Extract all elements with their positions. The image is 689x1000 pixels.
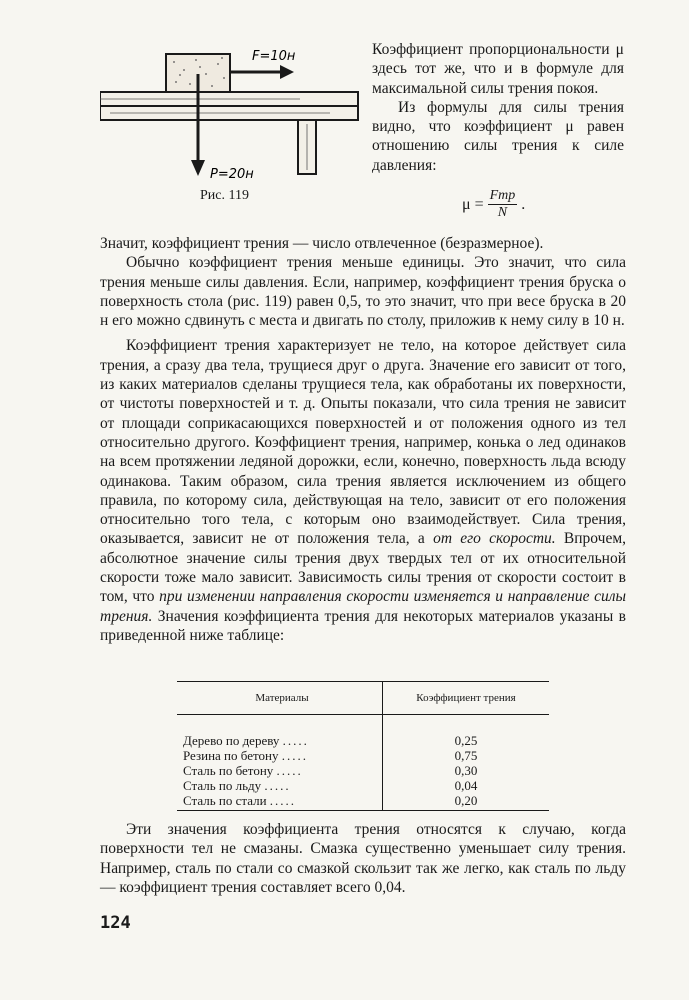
force-p-label: P=20н [210,167,254,182]
friction-formula [462,188,525,221]
body-text-lower [100,820,626,897]
table-header-row [177,682,549,715]
leader-dots: ..... [276,763,303,778]
figure-caption: Рис. 119 [200,188,249,203]
table-cell-material [177,748,383,763]
leader-dots: ..... [282,733,309,748]
side-text [372,40,624,175]
paragraph-characterizes-part-a: Коэффициент трения характеризует не тело, на которое действует сила трения, а сразу два тела, трущиеся друг о друга. Значение его зависит от того, из каких материалов сделаны трущиеся тела, как обработаны их поверхности, от чистоты поверхностей и т. д. Опыты показали, что сила трения не зависит от площади соприкасающихся поверхностей и от положения одного из тел относительно другого. Коэффициент трения, например, конька о лед одинаков на всем протяжении ледяной дорожки, если, конечно, поверхность льда всюду одинакова. Таким образом, сила трения является исключением из общего правила, по которому сила, действующая на тело, зависит от его положения относительно того тела, с которым оно взаимодействует. Сила трения, оказывается, зависит не от положения тела, а [100,337,626,548]
table-cell-material [177,763,383,778]
emphasis-direction: при изменении направления скорости изменяется и направление силы трения. [100,588,627,625]
paragraph-dimensionless: Значит, коэффициент трения — число отвлеченное (безразмерное). [100,235,544,252]
table-row [177,778,549,793]
paragraph-characterizes [100,336,626,645]
table-cell-coefficient: 0,20 [383,793,550,811]
leader-dots: ..... [269,793,297,808]
leader-dots: ..... [264,778,291,793]
formula-numerator: Fтр [489,188,516,203]
page-number: 124 [100,913,131,933]
table-cell-material [177,793,383,811]
material-name: Дерево по дереву [183,733,280,748]
material-name: Сталь по стали [183,793,267,808]
table-row [177,748,549,763]
emphasis-velocity: от его скорости. [433,530,556,548]
table-cell-coefficient: 0,04 [454,778,478,793]
paragraph-less-than-one: Обычно коэффициент трения меньше единицы. Это значит, что сила трения меньше силы давления. Если, например, коэффициент трения бруска о поверхность стола (рис. 119) равен 0,5, то это значит, что при весе бруска в 20 н его можно сдвинуть с места и двигать по столу, приложив к нему силу в 10 н. [100,254,626,330]
paragraph-characterizes-part-b: Впрочем, абсолютное значение силы трения двух твердых тел от их относительной скорости тоже мало зависит. Зависимость силы трения от скорости состоит в том, что [100,530,627,606]
table-cell-coefficient: 0,25 [454,733,478,748]
table-cell-coefficient: 0,30 [454,763,478,778]
material-name: Сталь по льду [183,778,262,793]
table-row [177,763,549,778]
formula-denominator: N [497,205,508,220]
body-text-upper [100,234,626,645]
paragraph-characterizes-part-c: Значения коэффициента трения для некоторых материалов указаны в приведенной ниже таблице: [100,607,626,644]
formula-fraction [488,188,518,221]
formula-lhs: μ = [462,195,484,213]
side-paragraph-1: Коэффициент пропорциональности μ здесь тот же, что и в формуле для максимальной силы трения покоя. [372,41,624,97]
table-row [177,793,549,811]
force-f-label: F=10н [252,49,296,64]
table-row [177,715,549,749]
leader-dots: ..... [281,748,308,763]
table-cell-material [177,715,383,749]
table-header-coefficient: Коэффициент трения [383,682,550,715]
paragraph-lubrication: Эти значения коэффициента трения относятся к случаю, когда поверхности тел не смазаны. Смазка существенно уменьшает силу трения. Например, сталь по стали со смазкой скользит так же легко, как сталь по льду — коэффициент трения составляет всего 0,04. [100,821,626,896]
table-cell-material [177,778,383,793]
material-name: Резина по бетону [183,748,279,763]
material-name: Сталь по бетону [183,763,274,778]
table-header-material: Материалы [177,682,383,715]
table-cell-coefficient: 0,75 [454,748,478,763]
figure-119-block-on-table [100,40,362,210]
formula-tail: . [521,195,526,213]
side-paragraph-2: Из формулы для силы трения видно, что коэффициент μ равен отношению силы трения к силе давления: [372,98,624,174]
friction-coefficients-table [177,681,549,811]
